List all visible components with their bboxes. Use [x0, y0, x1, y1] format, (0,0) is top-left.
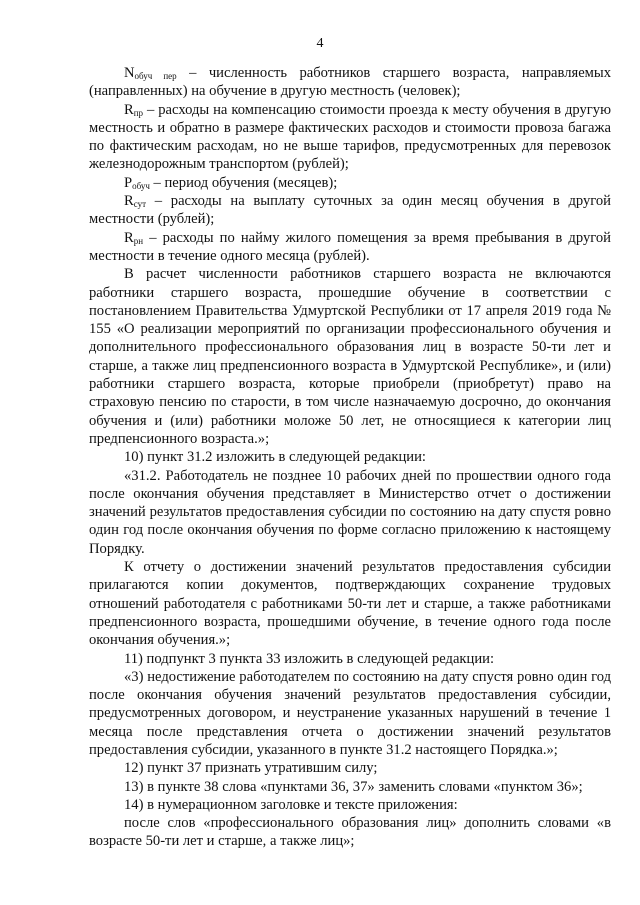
- definition-n-obuch-per: [89, 64, 611, 101]
- paragraph-31-2: «31.2. Работодатель не позднее 10 рабочих дней по прошествии одного года после окончания обучения представляет в Министерство отчет о достижении значений результатов предоставления субсидии по состоянию на дату спустя ровно один год после окончания обучения по форме согласно приложению к настоящему Порядку.: [89, 467, 611, 557]
- symbol-subscript: рн: [133, 235, 144, 246]
- paragraph-report-attachments: К отчету о достижении значений результатов предоставления субсидии прилагаются копии документов, подтверждающих сохранение трудовых отношений работодателя с работниками 50-ти лет и старше, а также работниками предпенсионного возраста, прошедшими обучение, в течение одного года после окончания обучения.»;: [89, 559, 611, 649]
- symbol-subscript: обуч: [132, 180, 150, 191]
- definition-text: – расходы на компенсацию стоимости проезда к месту обучения в другую местность и обратно в размере фактических расходов и стоимости провоза багажа по фактическим расходам, но не выше тарифов, предусмотренных для перевозок железнодорожным транспортом (рублей);: [89, 101, 611, 173]
- definition-text: – численность работников старшего возраста, направляемых (направленных) на обучение в другую местность (человек);: [89, 65, 612, 100]
- page-number: 4: [316, 36, 324, 51]
- subitem-3: «3) недостижение работодателем по состоянию на дату спустя ровно один год после окончания обучения значений результатов предоставления субсидии, предусмотренных договором, и неустранение указанных нарушений в течение 1 месяца после представления отчета о достижении значений результатов предоставления субсидии, указанного в пункте 31.2 настоящего Порядка.»;: [89, 668, 611, 758]
- definition-p-obuch: [89, 174, 611, 192]
- definition-r-sut: [89, 192, 611, 229]
- definition-text: – расходы на выплату суточных за один месяц обучения в другой местности (рублей);: [89, 193, 611, 228]
- item-10: 10) пункт 31.2 изложить в следующей редакции:: [124, 449, 426, 466]
- definition-text: – период обучения (месяцев);: [149, 174, 338, 191]
- symbol: R: [124, 101, 134, 118]
- item-11: 11) подпункт 3 пункта 33 изложить в следующей редакции:: [124, 650, 495, 667]
- item-12: 12) пункт 37 признать утратившим силу;: [124, 760, 378, 777]
- symbol-subscript: пр: [133, 107, 144, 118]
- item-13: 13) в пункте 38 слова «пунктами 36, 37» заменить словами «пунктом 36»;: [124, 778, 583, 795]
- symbol: P: [124, 174, 133, 191]
- document-body: [89, 64, 611, 851]
- definition-text: – расходы по найму жилого помещения за время пребывания в другой местности в течение одного месяца (рублей).: [89, 229, 611, 264]
- item-14: 14) в нумерационном заголовке и тексте приложения:: [124, 796, 458, 813]
- definition-r-pr: [89, 101, 611, 174]
- symbol: N: [124, 65, 135, 81]
- symbol: R: [124, 229, 134, 246]
- definition-r-rn: [89, 229, 611, 266]
- symbol-subscript: сут: [133, 199, 147, 210]
- paragraph-after-words: после слов «профессионального образования лиц» дополнить словами «в возрасте 50-ти лет и старше, а также лиц»;: [89, 815, 611, 850]
- symbol: R: [124, 193, 134, 210]
- paragraph-exclusion: В расчет численности работников старшего возраста не включаются работники старшего возраста, прошедшие обучение в соответствии с постановлением Правительства Удмуртской Республики от 17 апреля 2019 года № 155 «О реализации мероприятий по организации профессионального обучения и дополнительного профессионального образования лиц в возрасте 50-ти лет и старше, а также лиц предпенсионного возраста в Удмуртской Республике», и (или) работники старшего возраста, которые приобрели (приобретут) право на страховую пенсию по старости, в том числе назначаемую досрочно, до окончания обучения и (или) работники моложе 50 лет, не относящиеся к категории лиц предпенсионного возраста.»;: [89, 266, 611, 447]
- symbol-subscript: обуч пер: [134, 71, 177, 81]
